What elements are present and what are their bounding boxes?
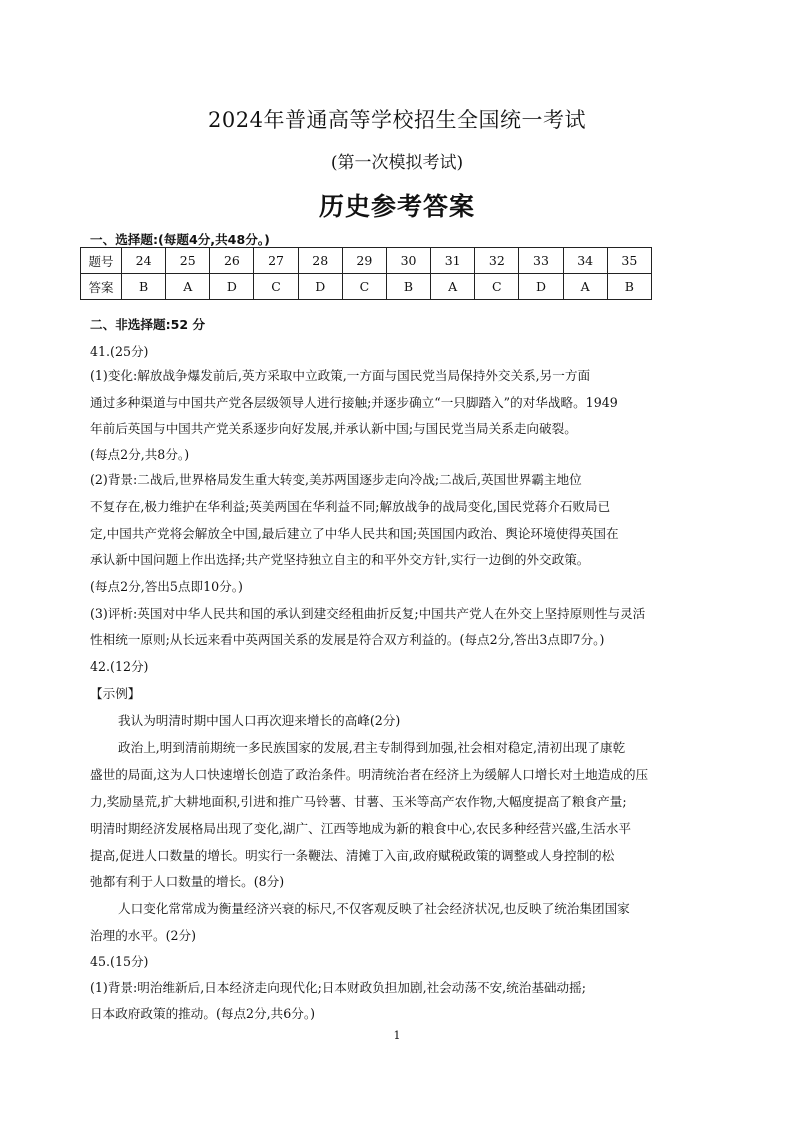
text-line: 41.(25分) [90,344,149,359]
answer-cell: D [519,274,563,300]
question-number: 32 [475,248,519,274]
text-line: 定,中国共产党将会解放全中国,最后建立了中华人民共和国;英国国内政治、舆论环境使得英国在 [90,526,619,541]
text-line: 弛都有利于人口数量的增长。(8分) [90,874,285,889]
question-number: 28 [298,248,342,274]
text-line: 性相统一原则;从长远来看中英两国关系的发展是符合双方利益的。(每点2分,答出3点即7分。) [90,632,605,647]
question-number: 34 [563,248,607,274]
text-line: (1)背景:明治维新后,日本经济走向现代化;日本财政负担加剧,社会动荡不安,统治基础动摇; [90,980,586,995]
question-number: 31 [431,248,475,274]
question-number: 35 [607,248,651,274]
text-line: 盛世的局面,这为人口快速增长创造了政治条件。明清统治者在经济上为缓解人口增长对土地造成的压 [90,767,649,782]
question-number: 29 [342,248,386,274]
text-line: 治理的水平。(2分) [90,928,196,943]
text-line: 不复存在,极力维护在华利益;英美两国在华利益不同;解放战争的战局变化,国民党蒋介石败局已 [90,499,611,514]
answer-cell: B [607,274,651,300]
page-number: 1 [393,1029,401,1042]
text-line: 日本政府政策的推动。(每点2分,共6分。) [90,1006,316,1021]
text-line: (2)背景:二战后,世界格局发生重大转变,美苏两国逐步走向冷战;二战后,英国世界霸主地位 [90,472,582,487]
text-line: (1)变化:解放战争爆发前后,英方采取中立政策,一方面与国民党当局保持外交关系,另一方面 [90,368,591,383]
section1-heading: 一、选择题:(每题4分,共48分。) [90,232,270,247]
text-line: 力,奖励垦荒,扩大耕地面积,引进和推广马铃薯、甘薯、玉米等高产农作物,大幅度提高了粮食产量; [90,794,627,809]
question-number: 25 [166,248,210,274]
text-line: (每点2分,共8分。) [90,447,190,462]
answer-cell: A [563,274,607,300]
text-line: 政治上,明到清前期统一多民族国家的发展,君主专制得到加强,社会相对稳定,清初出现了康乾 [118,740,626,755]
answer-cell: C [342,274,386,300]
answer-cell: C [475,274,519,300]
text-line: 年前后英国与中国共产党关系逐步向好发展,并承认新中国;与国民党当局关系走向破裂。 [90,421,577,436]
answer-cell: A [431,274,475,300]
question-number: 27 [254,248,298,274]
table-header-cell: 题号 [81,248,122,274]
question-number: 30 [386,248,430,274]
answer-table [80,247,652,300]
table-row-answers [81,274,652,300]
answer-cell: B [122,274,166,300]
table-header-cell: 答案 [81,274,122,300]
answer-cell: C [254,274,298,300]
text-line: (每点2分,答出5点即10分。) [90,579,243,594]
document-title: 历史参考答案 [318,192,475,221]
answer-cell: D [210,274,254,300]
table-row-numbers [81,248,652,274]
answer-cell: A [166,274,210,300]
text-line: 通过多种渠道与中国共产党各层级领导人进行接触;并逐步确立“一只脚踏入”的对华战略。1949 [90,395,618,410]
question-number: 24 [122,248,166,274]
text-line: 提高,促进人口数量的增长。明实行一条鞭法、清摊丁入亩,政府赋税政策的调整或人身控制的松 [90,848,615,863]
text-line: 42.(12分) [90,659,149,674]
question-number: 33 [519,248,563,274]
answer-cell: B [386,274,430,300]
text-line: 明清时期经济发展格局出现了变化,湖广、江西等地成为新的粮食中心,农民多种经营兴盛,生活水平 [90,821,631,836]
text-line: 人口变化常常成为衡量经济兴衰的标尺,不仅客观反映了社会经济状况,也反映了统治集团国家 [118,901,630,916]
text-line: 45.(15分) [90,954,149,969]
exam-subtitle: (第一次模拟考试) [330,153,464,173]
answer-cell: D [298,274,342,300]
section2-heading: 二、非选择题:52 分 [90,317,206,332]
text-line: 承认新中国问题上作出选择;共产党坚持独立自主的和平外交方针,实行一边倒的外交政策。 [90,552,590,567]
question-number: 26 [210,248,254,274]
text-line: 我认为明清时期中国人口再次迎来增长的高峰(2分) [118,713,401,728]
exam-title: 2024年普通高等学校招生全国统一考试 [208,108,586,132]
text-line: (3)评析:英国对中华人民共和国的承认到建交经租曲折反复;中国共产党人在外交上坚持原则性与灵活 [90,606,646,621]
text-line: 【示例】 [90,686,141,701]
